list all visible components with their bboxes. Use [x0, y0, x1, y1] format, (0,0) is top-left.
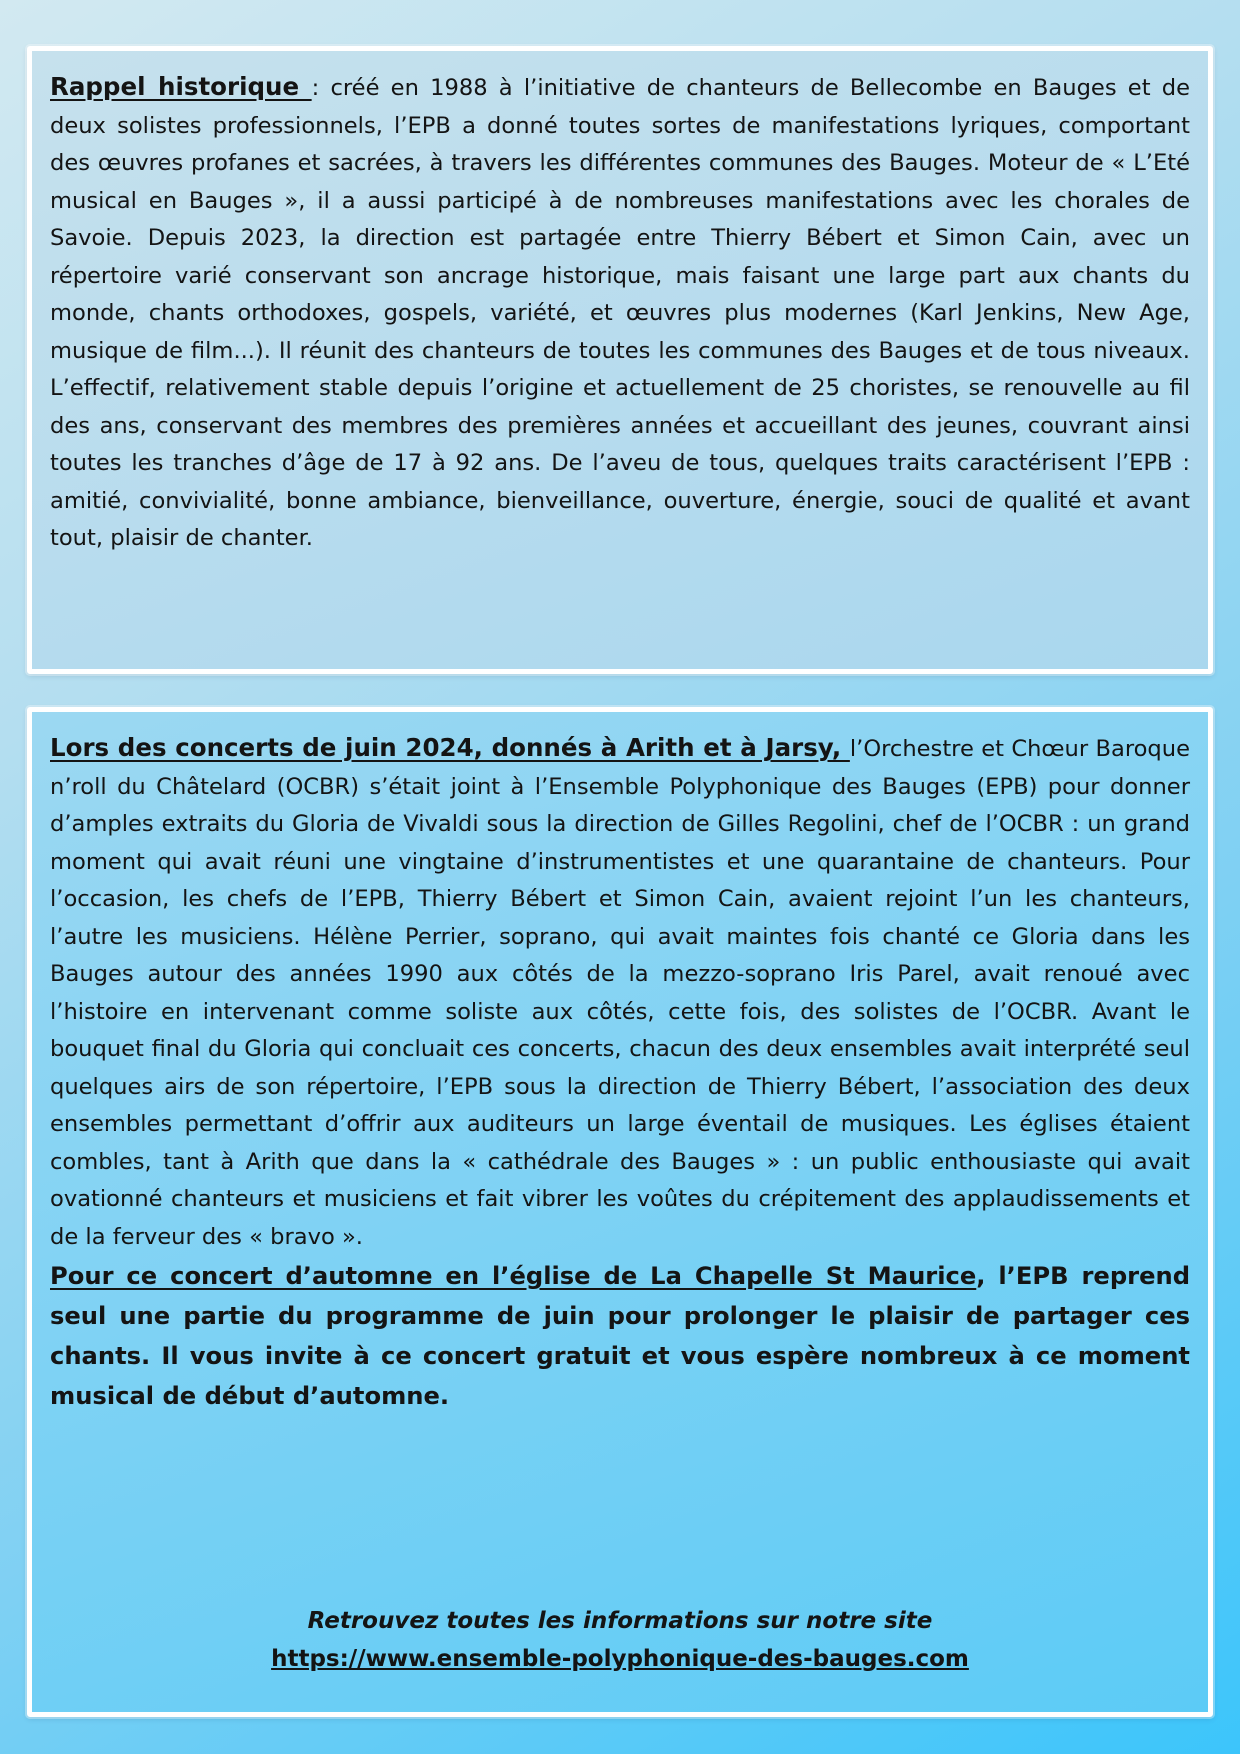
- footer: [32, 1602, 1208, 1678]
- footer-info-text: Retrouvez toutes les informations sur notre site: [307, 1608, 933, 1634]
- concerts-paragraph: [50, 729, 1190, 1256]
- concerts-text: l’Orchestre et Chœur Baroque n’roll du Châtelard (OCBR) s’était joint à l’Ensemble Polyphonique des Bauges (EPB) pour donner d’amples extraits du Gloria de Vivaldi sous la direction de Gilles Regolini, chef de l’OCBR : un grand moment qui avait réuni une vingtaine d’instrumentistes et une quarantaine de chanteurs. Pour l’occasion, les chefs de l’EPB, Thierry Bébert et Simon Cain, avaient rejoint l’un les chanteurs, l’autre les musiciens. Hélène Perrier, soprano, qui avait maintes fois chanté ce Gloria dans les Bauges autour des années 1990 aux côtés de la mezzo-soprano Iris Parel, avait renoué avec l’histoire en intervenant comme soliste aux côtés, cette fois, des solistes de l’OCBR. Avant le bouquet final du Gloria qui concluait ces concerts, chacun des deux ensembles avait interprété seul quelques airs de son répertoire, l’EPB sous la direction de Thierry Bébert, l’association des deux ensembles permettant d’offrir aux auditeurs un large éventail de musiques. Les églises étaient combles, tant à Arith que dans la « cathédrale des Bauges » : un public enthousiaste qui avait ovationné chanteurs et musiciens et fait vibrer les voûtes du crépitement des applaudissements et de la ferveur des « bravo ».: [50, 736, 1190, 1250]
- website-link[interactable]: https://www.ensemble-polyphonique-des-bauges.com: [271, 1646, 969, 1672]
- history-text: : créé en 1988 à l’initiative de chanteurs de Bellecombe en Bauges et de deux solistes professionnels, l’EPB a donné toutes sortes de manifestations lyriques, comportant des œuvres profanes et sacrées, à travers les différentes communes des Bauges. Moteur de « L’Eté musical en Bauges », il a aussi participé à de nombreuses manifestations avec les chorales de Savoie. Depuis 2023, la direction est partagée entre Thierry Bébert et Simon Cain, avec un répertoire varié conservant son ancrage historique, mais faisant une large part aux chants du monde, chants orthodoxes, gospels, variété, et œuvres plus modernes (Karl Jenkins, New Age, musique de film...). Il réunit des chanteurs de toutes les communes des Bauges et de tous niveaux. L’effectif, relativement stable depuis l’origine et actuellement de 25 choristes, se renouvelle au fil des ans, conservant des membres des premières années et accueillant des jeunes, couvrant ainsi toutes les tranches d’âge de 17 à 92 ans. De l’aveu de tous, quelques traits caractérisent l’EPB : amitié, convivialité, bonne ambiance, bienveillance, ouverture, énergie, souci de qualité et avant tout, plaisir de chanter.: [50, 75, 1191, 551]
- history-heading: Rappel historique: [50, 72, 312, 101]
- autumn-heading: Pour ce concert d’automne en l’église de La Chapelle St Maurice: [50, 1262, 977, 1290]
- concerts-panel: [27, 707, 1213, 1717]
- history-panel: [27, 46, 1213, 674]
- history-paragraph: [50, 68, 1190, 558]
- autumn-text: , l’EPB reprend seul une partie du programme de juin pour prolonger le plaisir de partager ces chants. Il vous invite à ce concert gratuit et vous espère nombreux à ce moment musical de début d’automne.: [50, 1262, 1191, 1410]
- concerts-heading: Lors des concerts de juin 2024, donnés à Arith et à Jarsy,: [50, 733, 850, 762]
- autumn-paragraph: [50, 1256, 1190, 1416]
